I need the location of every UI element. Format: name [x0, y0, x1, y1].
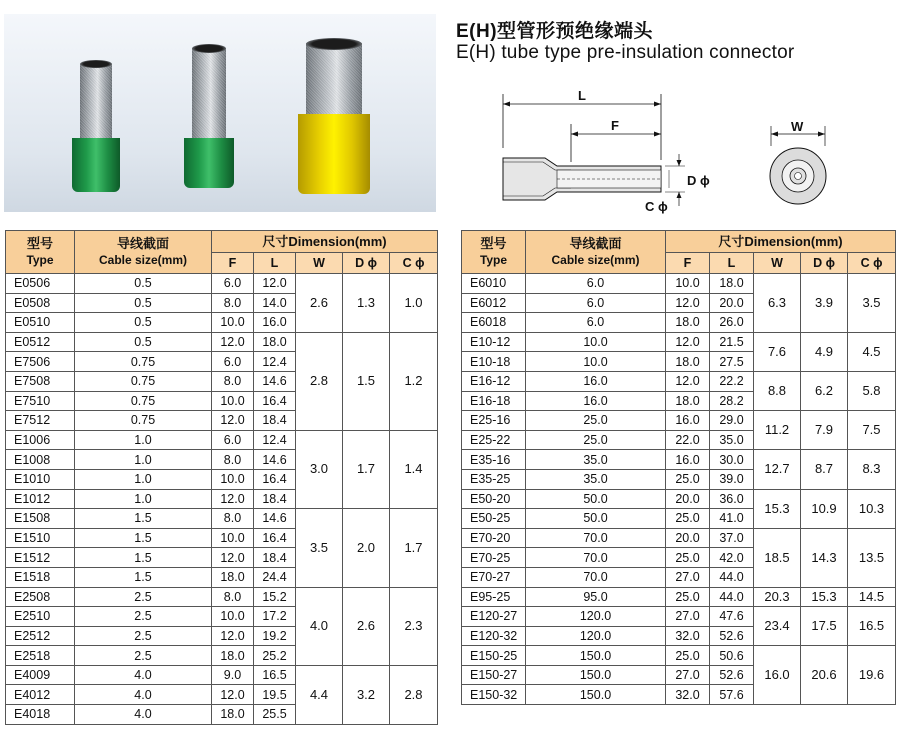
type-cell: E10-18 [462, 352, 526, 372]
label-C-phi: C ϕ [645, 199, 668, 214]
l-cell: 36.0 [710, 489, 754, 509]
cable-size-cell: 2.5 [75, 626, 212, 646]
l-cell: 18.0 [710, 274, 754, 294]
table-row [6, 332, 438, 352]
table-row [6, 274, 438, 294]
cable-size-cell: 1.0 [75, 450, 212, 470]
l-cell: 16.4 [254, 391, 296, 411]
type-cell: E25-16 [462, 411, 526, 431]
w-cell: 18.5 [754, 528, 801, 587]
type-cell: E70-27 [462, 567, 526, 587]
f-cell: 25.0 [666, 509, 710, 529]
f-cell: 10.0 [212, 391, 254, 411]
l-cell: 22.2 [710, 371, 754, 391]
c-cell: 1.4 [390, 430, 438, 508]
cable-size-cell: 2.5 [75, 587, 212, 607]
cable-size-cell: 0.5 [75, 313, 212, 333]
type-cell: E1518 [6, 567, 75, 587]
type-cell: E50-20 [462, 489, 526, 509]
l-cell: 19.5 [254, 685, 296, 705]
w-cell: 6.3 [754, 274, 801, 333]
cable-size-cell: 0.75 [75, 391, 212, 411]
f-cell: 12.0 [212, 411, 254, 431]
cable-size-cell: 70.0 [526, 548, 666, 568]
f-cell: 6.0 [212, 430, 254, 450]
type-cell: E35-25 [462, 469, 526, 489]
f-cell: 8.0 [212, 450, 254, 470]
f-cell: 12.0 [212, 489, 254, 509]
c-cell: 19.6 [848, 646, 896, 705]
l-cell: 47.6 [710, 607, 754, 627]
l-cell: 16.0 [254, 313, 296, 333]
type-cell: E6010 [462, 274, 526, 294]
cable-size-cell: 0.5 [75, 332, 212, 352]
w-cell: 15.3 [754, 489, 801, 528]
type-cell: E0508 [6, 293, 75, 313]
f-cell: 32.0 [666, 685, 710, 705]
l-cell: 57.6 [710, 685, 754, 705]
type-cell: E25-22 [462, 430, 526, 450]
title-chinese: E(H)型管形预绝缘端头 [456, 21, 654, 42]
type-cell: E4018 [6, 705, 75, 725]
f-cell: 8.0 [212, 371, 254, 391]
f-cell: 8.0 [212, 509, 254, 529]
d-cell: 15.3 [801, 587, 848, 607]
l-cell: 14.6 [254, 450, 296, 470]
cable-size-cell: 150.0 [526, 646, 666, 666]
l-cell: 39.0 [710, 469, 754, 489]
cable-size-cell: 1.5 [75, 528, 212, 548]
table-row [462, 371, 896, 391]
d-cell: 1.7 [343, 430, 390, 508]
type-cell: E0510 [6, 313, 75, 333]
f-cell: 10.0 [212, 469, 254, 489]
d-cell: 4.9 [801, 332, 848, 371]
cable-size-cell: 50.0 [526, 489, 666, 509]
l-cell: 25.2 [254, 646, 296, 666]
cable-size-cell: 95.0 [526, 587, 666, 607]
l-cell: 14.6 [254, 371, 296, 391]
type-cell: E16-18 [462, 391, 526, 411]
l-cell: 42.0 [710, 548, 754, 568]
f-cell: 18.0 [666, 391, 710, 411]
cable-size-cell: 0.75 [75, 411, 212, 431]
cable-size-cell: 4.0 [75, 665, 212, 685]
type-cell: E7512 [6, 411, 75, 431]
type-cell: E70-25 [462, 548, 526, 568]
w-cell: 23.4 [754, 607, 801, 646]
table-row [6, 587, 438, 607]
cable-size-header: 导线截面 Cable size(mm) [526, 231, 666, 274]
cable-size-cell: 70.0 [526, 567, 666, 587]
type-cell: E6012 [462, 293, 526, 313]
d-cell: 14.3 [801, 528, 848, 587]
l-cell: 16.4 [254, 469, 296, 489]
f-cell: 10.0 [666, 274, 710, 294]
cable-size-cell: 4.0 [75, 705, 212, 725]
f-cell: 20.0 [666, 489, 710, 509]
col-F-header: F [666, 253, 710, 274]
cable-size-cell: 35.0 [526, 469, 666, 489]
f-cell: 25.0 [666, 469, 710, 489]
c-cell: 10.3 [848, 489, 896, 528]
cable-size-cell: 2.5 [75, 646, 212, 666]
type-cell: E35-16 [462, 450, 526, 470]
l-cell: 28.2 [710, 391, 754, 411]
d-cell: 2.0 [343, 509, 390, 587]
cable-size-cell: 50.0 [526, 509, 666, 529]
c-cell: 13.5 [848, 528, 896, 587]
f-cell: 16.0 [666, 450, 710, 470]
c-cell: 1.0 [390, 274, 438, 333]
type-cell: E1006 [6, 430, 75, 450]
col-D-header: D ϕ [343, 253, 390, 274]
spec-table-right-body [462, 274, 896, 705]
cable-size-cell: 1.0 [75, 430, 212, 450]
type-cell: E150-32 [462, 685, 526, 705]
type-cell: E1012 [6, 489, 75, 509]
w-cell: 2.8 [296, 332, 343, 430]
f-cell: 22.0 [666, 430, 710, 450]
c-cell: 3.5 [848, 274, 896, 333]
type-cell: E0512 [6, 332, 75, 352]
f-cell: 12.0 [212, 332, 254, 352]
c-cell: 5.8 [848, 371, 896, 410]
f-cell: 27.0 [666, 607, 710, 627]
f-cell: 8.0 [212, 587, 254, 607]
w-cell: 20.3 [754, 587, 801, 607]
cable-size-cell: 25.0 [526, 411, 666, 431]
type-cell: E70-20 [462, 528, 526, 548]
cable-size-cell: 1.0 [75, 469, 212, 489]
d-cell: 10.9 [801, 489, 848, 528]
cable-size-cell: 1.5 [75, 548, 212, 568]
f-cell: 12.0 [212, 548, 254, 568]
f-cell: 12.0 [666, 332, 710, 352]
l-cell: 26.0 [710, 313, 754, 333]
w-cell: 4.4 [296, 665, 343, 724]
l-cell: 30.0 [710, 450, 754, 470]
cable-size-cell: 10.0 [526, 352, 666, 372]
c-cell: 14.5 [848, 587, 896, 607]
label-L: L [578, 88, 586, 103]
c-cell: 1.2 [390, 332, 438, 430]
col-L-header: L [254, 253, 296, 274]
l-cell: 19.2 [254, 626, 296, 646]
l-cell: 50.6 [710, 646, 754, 666]
w-cell: 4.0 [296, 587, 343, 665]
type-cell: E4012 [6, 685, 75, 705]
type-cell: E1512 [6, 548, 75, 568]
w-cell: 2.6 [296, 274, 343, 333]
cable-size-cell: 25.0 [526, 430, 666, 450]
spec-table-right [461, 230, 896, 705]
f-cell: 20.0 [666, 528, 710, 548]
label-F: F [611, 118, 619, 133]
type-cell: E0506 [6, 274, 75, 294]
f-cell: 10.0 [212, 313, 254, 333]
f-cell: 25.0 [666, 587, 710, 607]
l-cell: 18.4 [254, 411, 296, 431]
table-row [462, 489, 896, 509]
w-cell: 8.8 [754, 371, 801, 410]
type-cell: E7510 [6, 391, 75, 411]
l-cell: 12.4 [254, 352, 296, 372]
l-cell: 14.0 [254, 293, 296, 313]
cable-size-cell: 6.0 [526, 293, 666, 313]
f-cell: 10.0 [212, 607, 254, 627]
l-cell: 52.6 [710, 665, 754, 685]
d-cell: 17.5 [801, 607, 848, 646]
f-cell: 25.0 [666, 548, 710, 568]
l-cell: 16.4 [254, 528, 296, 548]
type-cell: E50-25 [462, 509, 526, 529]
yellow-ferrule-large [298, 38, 370, 208]
cable-size-cell: 1.5 [75, 509, 212, 529]
dimension-header: 尺寸Dimension(mm) [666, 231, 896, 253]
cable-size-cell: 1.0 [75, 489, 212, 509]
label-D-phi: D ϕ [687, 173, 710, 188]
c-cell: 2.3 [390, 587, 438, 665]
type-cell: E2512 [6, 626, 75, 646]
f-cell: 18.0 [212, 646, 254, 666]
c-cell: 8.3 [848, 450, 896, 489]
table-row [462, 450, 896, 470]
type-cell: E6018 [462, 313, 526, 333]
type-cell: E1008 [6, 450, 75, 470]
f-cell: 27.0 [666, 665, 710, 685]
d-cell: 20.6 [801, 646, 848, 705]
col-C-header: C ϕ [848, 253, 896, 274]
f-cell: 18.0 [212, 567, 254, 587]
c-cell: 16.5 [848, 607, 896, 646]
w-cell: 11.2 [754, 411, 801, 450]
type-cell: E16-12 [462, 371, 526, 391]
cable-size-cell: 0.5 [75, 274, 212, 294]
l-cell: 24.4 [254, 567, 296, 587]
cable-size-cell: 10.0 [526, 332, 666, 352]
type-cell: E150-25 [462, 646, 526, 666]
l-cell: 18.4 [254, 489, 296, 509]
f-cell: 6.0 [212, 352, 254, 372]
d-cell: 3.2 [343, 665, 390, 724]
type-cell: E1508 [6, 509, 75, 529]
l-cell: 44.0 [710, 587, 754, 607]
cable-size-cell: 150.0 [526, 665, 666, 685]
l-cell: 16.5 [254, 665, 296, 685]
table-row [462, 607, 896, 627]
l-cell: 44.0 [710, 567, 754, 587]
cable-size-cell: 120.0 [526, 626, 666, 646]
l-cell: 18.0 [254, 332, 296, 352]
cable-size-cell: 1.5 [75, 567, 212, 587]
w-cell: 7.6 [754, 332, 801, 371]
cable-size-cell: 4.0 [75, 685, 212, 705]
f-cell: 12.0 [212, 626, 254, 646]
l-cell: 17.2 [254, 607, 296, 627]
table-row [462, 646, 896, 666]
d-cell: 3.9 [801, 274, 848, 333]
f-cell: 27.0 [666, 567, 710, 587]
f-cell: 10.0 [212, 528, 254, 548]
f-cell: 18.0 [212, 705, 254, 725]
cable-size-cell: 0.75 [75, 371, 212, 391]
type-cell: E2508 [6, 587, 75, 607]
l-cell: 35.0 [710, 430, 754, 450]
type-header: 型号 Type [462, 231, 526, 274]
type-cell: E95-25 [462, 587, 526, 607]
product-photo [4, 14, 436, 212]
type-cell: E1010 [6, 469, 75, 489]
f-cell: 12.0 [666, 293, 710, 313]
dimension-diagram [495, 86, 875, 226]
l-cell: 18.4 [254, 548, 296, 568]
cable-size-header: 导线截面 Cable size(mm) [75, 231, 212, 274]
f-cell: 12.0 [666, 371, 710, 391]
l-cell: 27.5 [710, 352, 754, 372]
d-cell: 7.9 [801, 411, 848, 450]
f-cell: 25.0 [666, 646, 710, 666]
cable-size-cell: 0.75 [75, 352, 212, 372]
l-cell: 20.0 [710, 293, 754, 313]
type-cell: E10-12 [462, 332, 526, 352]
green-ferrule-small [72, 60, 120, 210]
c-cell: 2.8 [390, 665, 438, 724]
c-cell: 1.7 [390, 509, 438, 587]
table-row [462, 587, 896, 607]
d-cell: 1.3 [343, 274, 390, 333]
table-row [462, 411, 896, 431]
type-cell: E2518 [6, 646, 75, 666]
l-cell: 14.6 [254, 509, 296, 529]
cable-size-cell: 70.0 [526, 528, 666, 548]
cable-size-cell: 2.5 [75, 607, 212, 627]
l-cell: 41.0 [710, 509, 754, 529]
d-cell: 1.5 [343, 332, 390, 430]
type-cell: E2510 [6, 607, 75, 627]
col-W-header: W [754, 253, 801, 274]
l-cell: 52.6 [710, 626, 754, 646]
f-cell: 12.0 [212, 685, 254, 705]
col-W-header: W [296, 253, 343, 274]
type-cell: E150-27 [462, 665, 526, 685]
table-row [462, 528, 896, 548]
l-cell: 21.5 [710, 332, 754, 352]
cable-size-cell: 6.0 [526, 313, 666, 333]
cable-size-cell: 150.0 [526, 685, 666, 705]
cable-size-cell: 120.0 [526, 607, 666, 627]
f-cell: 9.0 [212, 665, 254, 685]
cable-size-cell: 16.0 [526, 371, 666, 391]
type-cell: E7508 [6, 371, 75, 391]
l-cell: 37.0 [710, 528, 754, 548]
type-cell: E7506 [6, 352, 75, 372]
col-C-header: C ϕ [390, 253, 438, 274]
dimension-header: 尺寸Dimension(mm) [212, 231, 438, 253]
type-cell: E120-32 [462, 626, 526, 646]
cable-size-cell: 35.0 [526, 450, 666, 470]
c-cell: 4.5 [848, 332, 896, 371]
w-cell: 16.0 [754, 646, 801, 705]
green-ferrule-medium [184, 44, 234, 204]
c-cell: 7.5 [848, 411, 896, 450]
w-cell: 12.7 [754, 450, 801, 489]
col-D-header: D ϕ [801, 253, 848, 274]
f-cell: 6.0 [212, 274, 254, 294]
l-cell: 15.2 [254, 587, 296, 607]
w-cell: 3.5 [296, 509, 343, 587]
cable-size-cell: 16.0 [526, 391, 666, 411]
f-cell: 18.0 [666, 352, 710, 372]
table-row [6, 665, 438, 685]
type-header: 型号 Type [6, 231, 75, 274]
label-W: W [791, 119, 804, 134]
d-cell: 2.6 [343, 587, 390, 665]
f-cell: 32.0 [666, 626, 710, 646]
type-cell: E1510 [6, 528, 75, 548]
l-cell: 25.5 [254, 705, 296, 725]
col-F-header: F [212, 253, 254, 274]
f-cell: 18.0 [666, 313, 710, 333]
table-row [462, 332, 896, 352]
d-cell: 6.2 [801, 371, 848, 410]
l-cell: 12.4 [254, 430, 296, 450]
table-row [6, 430, 438, 450]
l-cell: 12.0 [254, 274, 296, 294]
table-row [462, 274, 896, 294]
spec-table-left [5, 230, 438, 725]
cable-size-cell: 6.0 [526, 274, 666, 294]
w-cell: 3.0 [296, 430, 343, 508]
l-cell: 29.0 [710, 411, 754, 431]
title-english: E(H) tube type pre-insulation connector [456, 42, 795, 63]
f-cell: 16.0 [666, 411, 710, 431]
type-cell: E120-27 [462, 607, 526, 627]
col-L-header: L [710, 253, 754, 274]
d-cell: 8.7 [801, 450, 848, 489]
table-row [6, 509, 438, 529]
cable-size-cell: 0.5 [75, 293, 212, 313]
type-cell: E4009 [6, 665, 75, 685]
f-cell: 8.0 [212, 293, 254, 313]
spec-table-left-body [6, 274, 438, 725]
